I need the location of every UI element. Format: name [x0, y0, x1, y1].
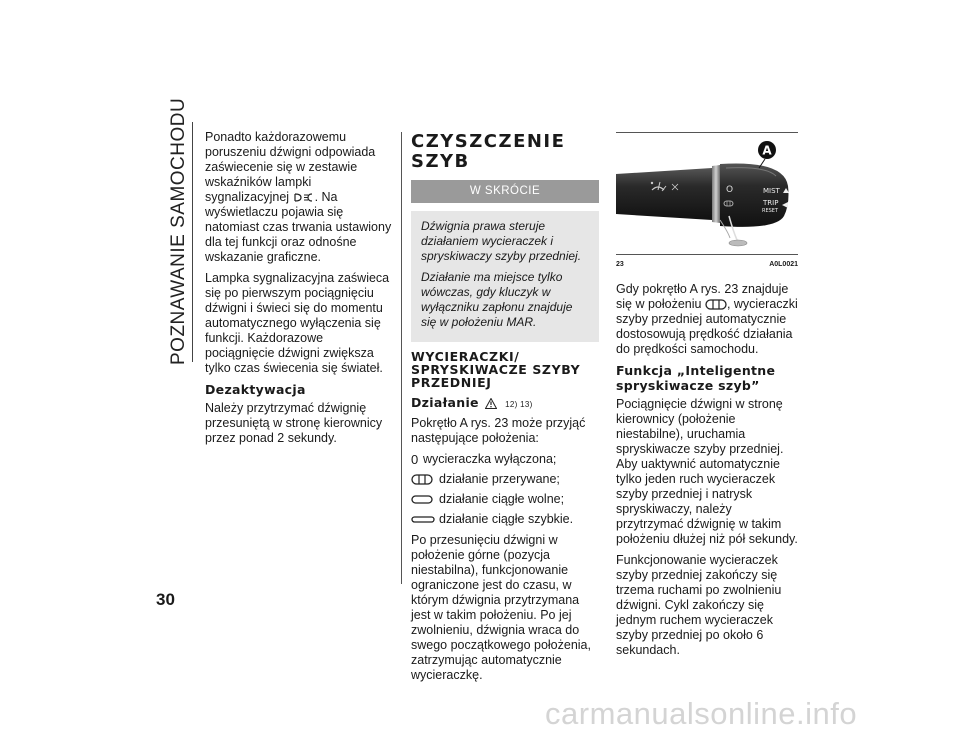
auto-wipe-icon: [705, 299, 727, 310]
paragraph-dezaktywacja: Należy przytrzymać dźwignię przesuniętą w stronę kierownicy przez ponad 2 sekundy.: [205, 401, 383, 445]
trip-label: TRIP: [763, 199, 779, 207]
page-number: 30: [156, 590, 175, 609]
svg-text:O: O: [726, 185, 734, 195]
paragraph-after: Po przesunięciu dźwigni w położenie górne (pozycja niestabilna), funkcjonowanie ograniczone jest do czasu, w którym dźwignia przytrzymana jest w takim położeniu. Po jej zwolnieniu, dźwignia wraca do swego początkowego położenia, zatrzymując automatycznie wycieraczkę.: [411, 533, 591, 682]
paragraph-intro: Pokrętło A rys. 23 może przyjąć następujące położenia:: [411, 416, 586, 445]
headlight-indicator-icon: [293, 192, 315, 203]
subsection-heading: WYCIERACZKI/ SPRYSKIWACZE SZYBY PRZEDNIEJ: [411, 349, 581, 390]
column-1: [205, 130, 393, 452]
wiper-stalk-illustration: [616, 138, 798, 252]
figure-number: 23: [616, 261, 624, 268]
intermittent-wipe-icon: [411, 474, 433, 485]
continuous-slow-icon: [411, 494, 433, 505]
figure-bottom-rule: [616, 254, 798, 255]
figure-top-rule: [616, 132, 798, 133]
reference-numbers: 12) 13): [505, 400, 533, 409]
summary-text-2: Działanie ma miejsce tylko wówczas, gdy kluczyk w wyłączniku zapłonu znajduje się w położeniu MAR.: [421, 270, 573, 329]
paragraph-inteligentne-2: Funkcjonowanie wycieraczek szyby przedniej zakończy się trzema ruchami po zwolnieniu dźwigni. Cykl zakończy się jednym ruchem wycieraczek szyby przedniej po około 6 sekundach.: [616, 553, 782, 657]
mist-label: MIST: [763, 187, 780, 195]
summary-box: [411, 211, 599, 342]
watermark: carmanualsonline.info: [545, 696, 858, 731]
heading-dezaktywacja: Dezaktywacja: [205, 382, 306, 397]
paragraph-auto-mode: Gdy pokrętło A rys. 23 znajduje się w położeniu , wycieraczki szyby przedniej automatycznie dostosowują prędkość działania do prędkości samochodu.: [616, 282, 798, 356]
heading-inteligentne: Funkcja „Inteligentne spryskiwacze szyb”: [616, 363, 776, 393]
paragraph-lampka-intro: Ponadto każdorazowemu poruszeniu dźwigni odpowiada zaświecenie się w zestawie wskaźników lampki sygnalizacyjnej . Na wyświetlaczu pojawia się natomiast czas trwania ustawiony dla tej funkcji oraz odnośne wskazanie graficzne.: [205, 130, 392, 264]
section-heading: CZYSZCZENIE SZYB: [411, 131, 566, 172]
option-continuous-slow: [411, 492, 599, 507]
paragraph-lampka: Lampka sygnalizacyjna zaświeca się po pierwszym pociągnięciu dźwigni i świeci się do momentu automatycznego wyłączenia się funkcji. Każdorazowe pociągnięcie dźwigni zwiększa tylko czas świecenia się świateł.: [205, 271, 390, 375]
section-side-title: POZNAWANIE SAMOCHODU: [168, 97, 189, 365]
summary-header: W SKRÓCIE: [411, 180, 599, 203]
warning-icon: [485, 398, 497, 409]
heading-dzialanie: Działanie 12) 13): [411, 395, 533, 410]
column-divider: [401, 132, 402, 584]
option-continuous-slow-label: działanie ciągłe wolne;: [439, 492, 565, 506]
option-intermittent: [411, 472, 599, 487]
option-off: [411, 452, 599, 467]
column-3: [616, 132, 798, 664]
callout-a: A: [762, 143, 772, 158]
paragraph-inteligentne-1: Pociągnięcie dźwigni w stronę kierownicy (położenie niestabilne), uruchamia spryskiwacze szyby przedniej. Aby uaktywnić automatycznie tylko jeden ruch wycieraczek szyby przedniej i natrysk spryskiwaczy, należy przytrzymać dźwignię w takim położeniu dłużej niż pół sekundy.: [616, 397, 798, 546]
figure-23: [616, 132, 798, 268]
option-continuous-fast: [411, 512, 599, 527]
summary-text-1: Dźwignia prawa steruje działaniem wycieraczek i spryskiwaczy szyby przedniej.: [421, 219, 582, 263]
reset-label: RESET: [762, 208, 779, 214]
continuous-fast-icon: [411, 514, 435, 525]
option-intermittent-label: działanie przerywane;: [439, 472, 560, 486]
figure-code: A0L0021: [769, 261, 798, 268]
column-2: [411, 132, 599, 689]
side-divider: [192, 122, 193, 362]
option-continuous-fast-label: działanie ciągłe szybkie.: [439, 512, 574, 526]
option-off-label: wycieraczka wyłączona;: [423, 452, 557, 466]
off-position-symbol: 0: [411, 452, 419, 467]
